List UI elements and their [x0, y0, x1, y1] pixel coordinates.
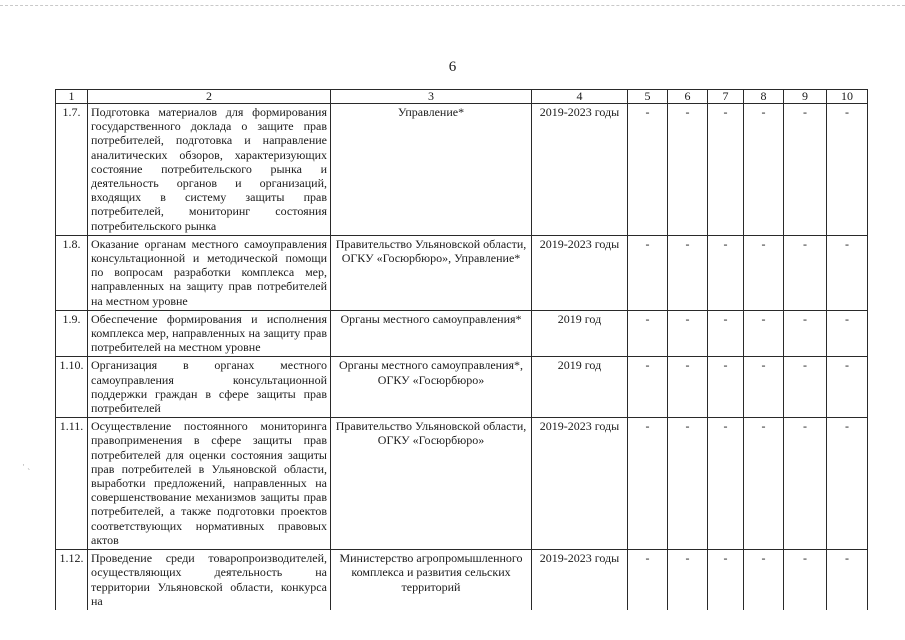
measure-name: Проведение среди товаропроизводителей, осуществляющих деятельность на территории Ульяновской области, конкурса на	[88, 550, 331, 610]
cell-col10: -	[827, 310, 868, 357]
cell-col5: -	[628, 310, 668, 357]
cell-col9: -	[784, 357, 827, 418]
cell-col9: -	[784, 418, 827, 550]
cell-col10: -	[827, 418, 868, 550]
scan-specks: · ˎ	[22, 460, 31, 470]
table-row	[56, 418, 868, 550]
measure-name: Осуществление постоянного мониторинга правоприменения в сфере защиты прав потребителей для оценки состояния защиты прав потребителей в Ульяновской области, выработки предложений, направленных на совершенствование механизмов защиты прав потребителей, а также подготовки проектов соответствующих нормативных правовых актов	[88, 418, 331, 550]
cell-col6: -	[668, 104, 708, 236]
cell-col10: -	[827, 357, 868, 418]
cell-col7: -	[708, 418, 744, 550]
cell-col9: -	[784, 310, 827, 357]
measure-name: Подготовка материалов для формирования государственного доклада о защите прав потребителей, подготовка и направление аналитических обзоров, характеризующих состояние потребительского рынка и деятельность органов и организаций, входящих в систему защиты прав потребителей, мониторинг состояния потребительского рынка	[88, 104, 331, 236]
cell-col6: -	[668, 418, 708, 550]
cell-col6: -	[668, 357, 708, 418]
column-header: 8	[744, 90, 784, 104]
executor: Управление*	[331, 104, 532, 236]
cell-col7: -	[708, 104, 744, 236]
table-row	[56, 104, 868, 236]
column-header: 6	[668, 90, 708, 104]
measures-table	[55, 89, 868, 610]
cell-col10: -	[827, 104, 868, 236]
executor: Органы местного самоуправления*	[331, 310, 532, 357]
cell-col7: -	[708, 357, 744, 418]
column-header: 2	[88, 90, 331, 104]
table-row	[56, 310, 868, 357]
term: 2019-2023 годы	[532, 418, 628, 550]
table-row	[56, 235, 868, 310]
executor: Органы местного самоуправления*, ОГКУ «Госюрбюро»	[331, 357, 532, 418]
table-row	[56, 357, 868, 418]
cell-col5: -	[628, 418, 668, 550]
cell-col8: -	[744, 235, 784, 310]
table-row	[56, 550, 868, 610]
column-header: 1	[56, 90, 88, 104]
cell-col7: -	[708, 310, 744, 357]
cell-col5: -	[628, 235, 668, 310]
executor: Правительство Ульяновской области, ОГКУ «Госюрбюро»	[331, 418, 532, 550]
cell-col9: -	[784, 104, 827, 236]
row-number: 1.12.	[56, 550, 88, 610]
row-number: 1.10.	[56, 357, 88, 418]
cell-col9: -	[784, 550, 827, 610]
column-header: 4	[532, 90, 628, 104]
cell-col7: -	[708, 235, 744, 310]
column-header: 10	[827, 90, 868, 104]
measure-name: Обеспечение формирования и исполнения комплекса мер, направленных на защиту прав потребителей на местном уровне	[88, 310, 331, 357]
term: 2019 год	[532, 357, 628, 418]
column-header: 7	[708, 90, 744, 104]
cell-col8: -	[744, 104, 784, 236]
column-header: 5	[628, 90, 668, 104]
cell-col6: -	[668, 235, 708, 310]
executor: Правительство Ульяновской области, ОГКУ «Госюрбюро», Управление*	[331, 235, 532, 310]
cell-col8: -	[744, 550, 784, 610]
cell-col10: -	[827, 235, 868, 310]
measure-name: Оказание органам местного самоуправления консультационной и методической помощи по вопросам разработки комплекса мер, направленных на защиту прав потребителей на местном уровне	[88, 235, 331, 310]
cell-col6: -	[668, 550, 708, 610]
cell-col5: -	[628, 104, 668, 236]
cell-col6: -	[668, 310, 708, 357]
cell-col9: -	[784, 235, 827, 310]
column-header: 3	[331, 90, 532, 104]
cell-col5: -	[628, 550, 668, 610]
row-number: 1.11.	[56, 418, 88, 550]
cell-col8: -	[744, 357, 784, 418]
column-header: 9	[784, 90, 827, 104]
cell-col8: -	[744, 418, 784, 550]
term: 2019-2023 годы	[532, 550, 628, 610]
measure-name: Организация в органах местного самоуправления консультационной поддержки граждан в сфере защиты прав потребителей	[88, 357, 331, 418]
term: 2019-2023 годы	[532, 104, 628, 236]
row-number: 1.8.	[56, 235, 88, 310]
executor: Министерство агропромышленного комплекса и развития сельских территорий	[331, 550, 532, 610]
term: 2019-2023 годы	[532, 235, 628, 310]
row-number: 1.9.	[56, 310, 88, 357]
term: 2019 год	[532, 310, 628, 357]
cell-col10: -	[827, 550, 868, 610]
scan-edge-line	[0, 5, 905, 7]
page-number: 6	[448, 59, 457, 75]
cell-col8: -	[744, 310, 784, 357]
cell-col5: -	[628, 357, 668, 418]
table-header	[56, 90, 868, 104]
row-number: 1.7.	[56, 104, 88, 236]
cell-col7: -	[708, 550, 744, 610]
